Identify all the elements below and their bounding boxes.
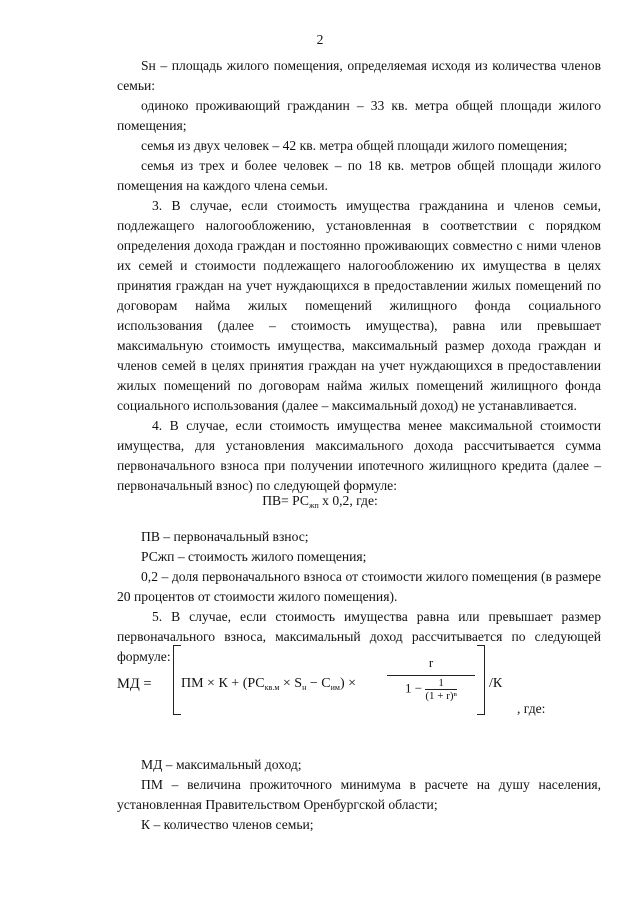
fraction-numerator: r — [387, 653, 475, 676]
paragraph: 4. В случае, если стоимость имущества менее максимальной стоимости имущества, для установления максимального дохода рассчитывается сумма первоначального взноса при получении ипотечного жилищного кредита (далее – первоначальный взнос) по следующей формуле: — [117, 418, 601, 493]
nested-fraction — [425, 677, 457, 702]
formula-max-income — [117, 645, 617, 720]
paragraph: 3. В случае, если стоимость имущества гражданина и членов семьи, подлежащего налогообложению, установленная в соответствии с порядком определения дохода граждан и постоянно проживающих совместно с ними членов их семей и стоимости подлежащего налогообложению их имущества в целях принятия граждан на учет нуждающихся в предоставлении жилых помещений по договорам найма жилых помещений жилищного фонда социального использования (далее – стоимость имущества), равна или превышает максимальную стоимость имущества, максимальный размер дохода граждан и членов семей в целях принятия граждан на учет нуждающихся в предоставлении жилых помещений по договорам найма жилых помещений жилищного фонда социального использования (далее – максимальный доход) не устанавливается. — [117, 198, 601, 413]
paragraph: одиноко проживающий гражданин – 33 кв. метра общей площади жилого помещения; — [117, 98, 601, 133]
fraction-denominator — [387, 676, 475, 702]
formula-initial-payment — [0, 491, 640, 511]
definition: МД – максимальный доход; — [141, 757, 302, 772]
definition: К – количество членов семьи; — [141, 817, 314, 832]
formula-tail: /К — [489, 676, 503, 691]
paragraph: семья из трех и более человек – по 18 кв. метров общей площади жилого помещения на каждого члена семьи. — [117, 158, 601, 193]
definition: ПМ – величина прожиточного минимума в расчете на душу населения, установленная Правительством Оренбургской области; — [117, 777, 601, 812]
formula-subscript: им — [330, 683, 340, 692]
formula-rest: х 0,2, где: — [318, 493, 378, 508]
formula-lhs: МД = — [117, 676, 152, 692]
formula-inner-part: × S — [279, 676, 303, 691]
denominator-prefix: 1 − — [404, 680, 426, 696]
formula-fraction — [387, 653, 475, 702]
paragraph: Sн – площадь жилого помещения, определяемая исходя из количества членов семьи: — [117, 58, 601, 93]
formula-subscript: н — [302, 683, 307, 692]
nested-denominator: (1 + r)ⁿ — [425, 690, 457, 702]
definitions-2 — [117, 755, 601, 835]
nested-numerator: 1 — [425, 677, 457, 690]
formula-inner-part: ) × — [339, 676, 356, 691]
formula-inner — [181, 674, 356, 694]
formula-inner-part: ПМ × К + (РС — [181, 676, 265, 691]
formula-subscript: кв.м — [264, 683, 280, 692]
paragraph: семья из двух человек – 42 кв. метра общей площади жилого помещения; — [141, 138, 568, 153]
formula-main: ПВ= РС — [262, 493, 309, 508]
formula-subscript: жп — [308, 501, 319, 510]
page-number: 2 — [316, 32, 324, 47]
main-text — [117, 56, 601, 496]
paragraph: 5. В случае, если стоимость имущества равна или превышает размер первоначального взноса, максимальный доход рассчитывается по следующей формуле: — [117, 609, 601, 664]
formula-where: , где: — [517, 701, 546, 716]
definition: ПВ – первоначальный взнос; — [141, 529, 309, 544]
formula-inner-part: − С — [306, 676, 331, 691]
definition: РСжп – стоимость жилого помещения; — [141, 549, 367, 564]
definition: 0,2 – доля первоначального взноса от стоимости жилого помещения (в размере 20 процентов от стоимости жилого помещения). — [117, 569, 601, 604]
